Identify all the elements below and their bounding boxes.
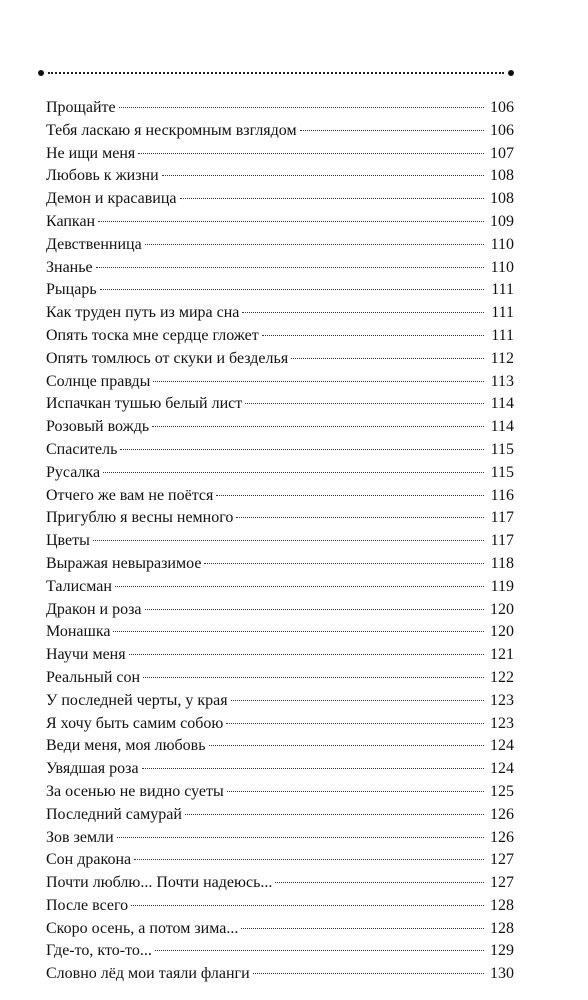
toc-entry-page: 120 xyxy=(490,623,514,641)
toc-entry-title: Прощайте xyxy=(46,99,116,116)
toc-entry[interactable] xyxy=(46,371,514,394)
dot-leader xyxy=(253,973,484,974)
table-of-contents xyxy=(46,97,514,986)
toc-entry-page: 126 xyxy=(490,805,514,823)
toc-entry[interactable] xyxy=(46,416,514,439)
toc-entry-page: 109 xyxy=(490,212,514,230)
toc-entry[interactable] xyxy=(46,599,514,622)
dot-leader xyxy=(120,449,484,450)
dot-leader xyxy=(155,950,484,951)
toc-entry-page: 130 xyxy=(490,965,514,983)
toc-entry[interactable] xyxy=(46,234,514,257)
toc-entry[interactable] xyxy=(46,781,514,804)
toc-entry[interactable] xyxy=(46,507,514,530)
dot-leader xyxy=(226,723,484,724)
dot-leader xyxy=(291,358,484,359)
toc-entry[interactable] xyxy=(46,553,514,576)
toc-entry-title: Увядшая роза xyxy=(46,760,139,778)
toc-entry-page: 128 xyxy=(490,919,514,937)
dot-leader xyxy=(98,221,484,222)
dot-leader xyxy=(129,654,484,655)
toc-entry-page: 106 xyxy=(490,121,514,139)
dot-leader xyxy=(153,381,484,382)
toc-entry[interactable] xyxy=(46,872,514,895)
toc-entry-title: Сон дракона xyxy=(46,851,132,869)
toc-entry-page: 125 xyxy=(490,782,514,800)
dot-leader xyxy=(93,540,484,541)
dot-leader xyxy=(204,563,484,564)
toc-entry-page: 113 xyxy=(490,372,514,390)
toc-entry-title: Научи меня xyxy=(46,646,126,664)
toc-entry-page: 128 xyxy=(490,896,514,914)
toc-entry-page: 111 xyxy=(491,281,514,299)
toc-entry[interactable] xyxy=(46,963,514,986)
dot-leader xyxy=(209,745,484,746)
toc-entry[interactable] xyxy=(46,211,514,234)
toc-entry-title: Словно лёд мои таяли фланги xyxy=(46,965,250,983)
toc-entry-title: Талисман xyxy=(46,577,112,595)
toc-entry-title: Цветы xyxy=(46,532,90,550)
toc-entry-title: Розовый вождь xyxy=(46,418,150,436)
dot-leader xyxy=(143,677,484,678)
toc-entry[interactable] xyxy=(46,325,514,348)
toc-entry-page: 115 xyxy=(490,463,514,481)
dot-leader xyxy=(300,130,484,131)
dot-leader xyxy=(152,426,484,427)
toc-entry-page: 126 xyxy=(490,828,514,846)
toc-entry-title: Испачкан тушью белый лист xyxy=(46,395,243,413)
toc-entry[interactable] xyxy=(46,621,514,644)
toc-entry-page: 117 xyxy=(490,532,514,550)
dot-leader xyxy=(117,837,484,838)
toc-entry[interactable] xyxy=(46,462,514,485)
toc-entry-title: Как труден путь из мира сна xyxy=(46,304,240,322)
toc-entry-page: 108 xyxy=(490,167,514,185)
toc-entry-page: 111 xyxy=(491,304,514,322)
toc-entry-page: 121 xyxy=(490,646,514,664)
toc-entry-page: 129 xyxy=(490,942,514,960)
toc-entry-title: Где-то, кто-то... xyxy=(46,942,152,960)
bullet-icon xyxy=(508,70,514,76)
toc-entry[interactable] xyxy=(46,918,514,941)
toc-entry[interactable] xyxy=(46,97,514,120)
dot-leader xyxy=(103,472,484,473)
toc-entry-page: 114 xyxy=(490,418,514,436)
dot-leader xyxy=(275,882,484,883)
dot-leader xyxy=(145,244,484,245)
toc-entry[interactable] xyxy=(46,120,514,143)
dot-leader xyxy=(245,403,484,404)
toc-entry-page: 110 xyxy=(490,258,514,276)
dot-leader xyxy=(115,586,484,587)
toc-entry[interactable] xyxy=(46,143,514,166)
toc-entry-page: 118 xyxy=(490,554,514,572)
toc-entry-title: После всего xyxy=(46,896,129,914)
toc-entry[interactable] xyxy=(46,348,514,371)
toc-entry-page: 110 xyxy=(490,235,514,253)
toc-entry-page: 107 xyxy=(490,144,514,162)
toc-entry-page: 120 xyxy=(490,600,514,618)
toc-entry[interactable] xyxy=(46,940,514,963)
toc-entry-title: Скоро осень, а потом зима... xyxy=(46,919,239,937)
toc-entry-title: Знанье xyxy=(46,258,93,276)
toc-entry-title: Любовь к жизни xyxy=(46,167,159,185)
toc-entry[interactable] xyxy=(46,758,514,781)
toc-entry-title: Опять томлюсь от скуки и безделья xyxy=(46,349,289,367)
dot-leader xyxy=(185,814,484,815)
toc-entry-title: Дракон и роза xyxy=(46,600,142,618)
toc-entry-title: За осенью не видно суеты xyxy=(46,782,224,800)
toc-entry-title: Не ищи меня xyxy=(46,144,136,162)
toc-entry-page: 127 xyxy=(490,851,514,869)
toc-entry-page: 112 xyxy=(490,349,514,367)
dot-leader xyxy=(142,768,484,769)
toc-entry-page: 114 xyxy=(490,395,514,413)
toc-entry-page: 123 xyxy=(490,714,514,732)
dot-leader xyxy=(138,153,484,154)
dot-leader xyxy=(100,289,484,290)
dot-leader xyxy=(231,700,484,701)
dot-leader xyxy=(236,517,484,518)
toc-entry[interactable] xyxy=(46,735,514,758)
toc-entry-title: Последний самурай xyxy=(46,805,182,823)
toc-entry[interactable] xyxy=(46,804,514,827)
dot-leader xyxy=(113,631,484,632)
dot-leader xyxy=(262,335,484,336)
toc-entry-title: Почти люблю... Почти надеюсь... xyxy=(46,874,273,892)
toc-entry[interactable] xyxy=(46,849,514,872)
toc-entry-page: 119 xyxy=(490,577,514,595)
dot-leader xyxy=(119,107,484,108)
toc-entry[interactable] xyxy=(46,393,514,416)
dot-leader xyxy=(242,312,484,313)
toc-entry[interactable] xyxy=(46,895,514,918)
toc-entry-title: Опять тоска мне сердце гложет xyxy=(46,326,259,344)
toc-entry-title: Демон и красавица xyxy=(46,190,177,208)
toc-entry[interactable] xyxy=(46,713,514,736)
toc-entry[interactable] xyxy=(46,530,514,553)
dot-leader xyxy=(216,495,484,496)
dot-leader xyxy=(241,928,484,929)
toc-entry-title: Я хочу быть самим собою xyxy=(46,714,224,732)
toc-entry-title: У последней черты, у края xyxy=(46,691,228,709)
dot-leader xyxy=(131,905,484,906)
toc-entry-page: 123 xyxy=(490,691,514,709)
dot-leader xyxy=(180,198,484,199)
toc-entry-page: 122 xyxy=(490,668,514,686)
toc-entry-title: Рыцарь xyxy=(46,281,97,299)
toc-entry[interactable] xyxy=(46,485,514,508)
dot-leader xyxy=(227,791,484,792)
toc-entry-title: Веди меня, моя любовь xyxy=(46,737,206,755)
toc-entry[interactable] xyxy=(46,667,514,690)
toc-entry[interactable] xyxy=(46,690,514,713)
toc-entry[interactable] xyxy=(46,576,514,599)
dot-leader xyxy=(134,859,484,860)
toc-entry-title: Капкан xyxy=(46,212,96,230)
toc-entry-page: 106 xyxy=(490,99,514,116)
toc-entry-title: Реальный сон xyxy=(46,668,141,686)
toc-entry-page: 111 xyxy=(491,326,514,344)
toc-entry[interactable] xyxy=(46,827,514,850)
toc-entry[interactable] xyxy=(46,644,514,667)
dot-leader xyxy=(145,609,484,610)
toc-entry-title: Пригублю я весны немного xyxy=(46,509,234,527)
toc-entry-title: Монашка xyxy=(46,623,111,641)
toc-entry-title: Выражая невыразимое xyxy=(46,554,202,572)
toc-entry[interactable] xyxy=(46,302,514,325)
toc-entry-page: 124 xyxy=(490,737,514,755)
toc-entry-title: Тебя ласкаю я нескромным взглядом xyxy=(46,121,297,139)
toc-entry-page: 127 xyxy=(490,874,514,892)
toc-entry-page: 117 xyxy=(490,509,514,527)
toc-entry-title: Русалка xyxy=(46,463,101,481)
dot-leader xyxy=(162,175,484,176)
toc-entry-page: 124 xyxy=(490,760,514,778)
toc-entry-title: Спаситель xyxy=(46,440,118,458)
toc-entry-title: Солнце правды xyxy=(46,372,151,390)
dot-leader xyxy=(96,267,484,268)
toc-entry[interactable] xyxy=(46,279,514,302)
dotted-divider xyxy=(38,68,514,78)
toc-entry[interactable] xyxy=(46,439,514,462)
toc-entry[interactable] xyxy=(46,165,514,188)
bullet-icon xyxy=(38,70,44,76)
toc-entry-page: 116 xyxy=(490,486,514,504)
toc-entry[interactable] xyxy=(46,257,514,280)
toc-entry-page: 108 xyxy=(490,190,514,208)
dotted-line xyxy=(48,72,504,74)
toc-entry-page: 115 xyxy=(490,440,514,458)
toc-entry-title: Отчего же вам не поётся xyxy=(46,486,214,504)
toc-entry[interactable] xyxy=(46,188,514,211)
toc-entry-title: Зов земли xyxy=(46,828,114,846)
toc-entry-title: Девственница xyxy=(46,235,142,253)
